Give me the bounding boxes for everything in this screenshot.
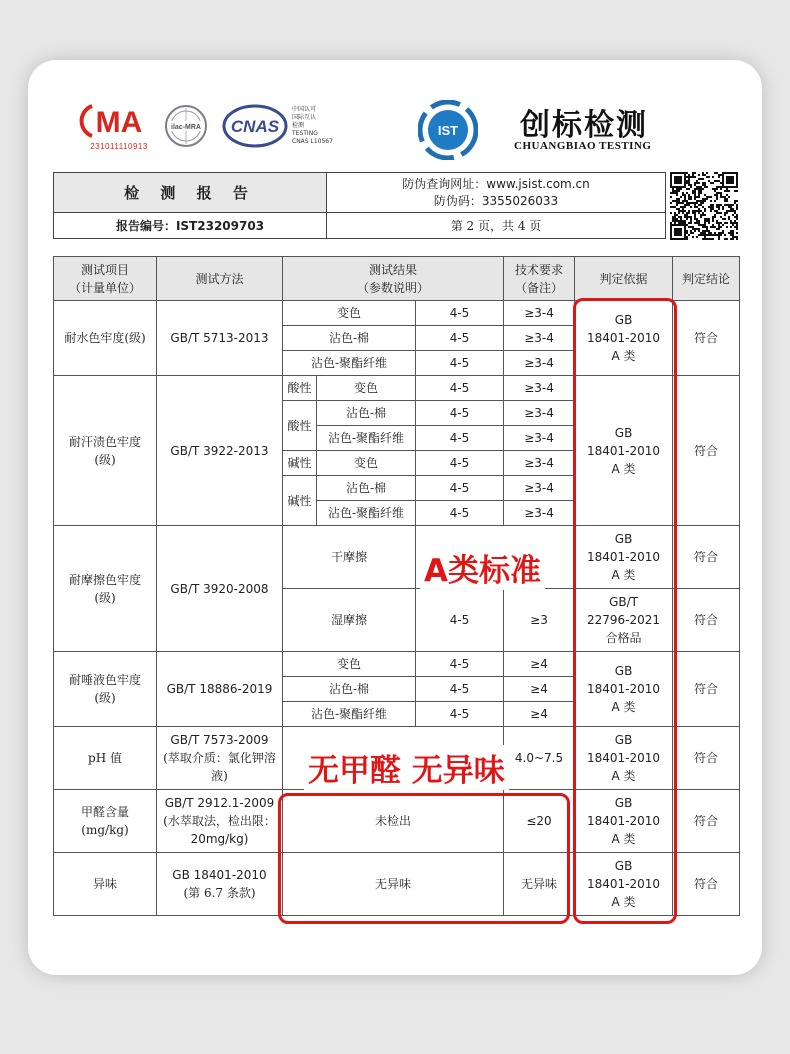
cnas-logo (222, 104, 288, 148)
table-row: 沾色-聚酯纤维 4-5 ≥3-4 (54, 351, 740, 376)
method-odor: GB 18401-2010 (第 6.7 条款) (157, 853, 283, 916)
anti-fake-info (327, 173, 665, 213)
basis-ph: GB 18401-2010 A 类 (575, 727, 673, 790)
col-result: 测试结果 （参数说明） (283, 257, 504, 301)
website-label: 防伪查询网址：www.jsist.com.cn (402, 176, 590, 191)
brand-name-en: CHUANGBIAO TESTING (514, 140, 652, 152)
item-ph: pH 值 (54, 727, 157, 790)
ist-text: IST (437, 123, 459, 138)
item-sweat: 耐汗渍色牢度 (级) (54, 376, 157, 526)
table-row: 碱性 变色 4-5 ≥3-4 (54, 451, 740, 476)
item-odor: 异味 (54, 853, 157, 916)
table-row: 耐汗渍色牢度 (级) GB/T 3922-2013 酸性 变色 4-5 ≥3-4 GB 18401-2010 A 类 符合 (54, 376, 740, 401)
ist-logo (418, 100, 478, 160)
table-row: 酸性 沾色-棉 4-5 ≥3-4 (54, 401, 740, 426)
cnas-text: CNAS (230, 117, 280, 136)
cma-logo (78, 102, 160, 151)
formaldehyde-highlight-box (278, 793, 570, 924)
col-conclusion: 判定结论 (673, 257, 740, 301)
item-formaldehyde: 甲醛含量 (mg/kg) (54, 790, 157, 853)
table-row: 耐水色牢度(级) GB/T 5713-2013 变色 4-5 ≥3-4 GB 18401-2010 A 类 符合 (54, 301, 740, 326)
table-row: 异味 GB 18401-2010 (第 6.7 条款) 无异味 无异味 GB 18401-2010 A 类 符合 (54, 853, 740, 916)
code-label: 防伪码：3355026033 (433, 193, 559, 208)
method-saliva: GB/T 18886-2019 (157, 652, 283, 727)
basis-highlight-box (573, 298, 677, 924)
basis-saliva: GB 18401-2010 A 类 (575, 652, 673, 727)
col-item: 测试项目 （计量单位） (54, 257, 157, 301)
method-water: GB/T 5713-2013 (157, 301, 283, 376)
table-row: 碱性 沾色-棉 4-5 ≥3-4 (54, 476, 740, 501)
ma-letters: MA (95, 106, 143, 139)
method-formaldehyde: GB/T 2912.1-2009 (水萃取法，检出限： 20mg/kg) (157, 790, 283, 853)
table-row: 沾色-聚酯纤维 4-5 ≥4 (54, 702, 740, 727)
basis-formaldehyde: GB 18401-2010 A 类 (575, 790, 673, 853)
table-row: 耐摩擦色牢度 (级) GB/T 3920-2008 干摩擦 GB 18401-2010 A 类 符合 (54, 526, 740, 589)
col-basis: 判定依据 (575, 257, 673, 301)
method-sweat: GB/T 3922-2013 (157, 376, 283, 526)
basis-rub-wet: GB/T 22796-2021 合格品 (575, 589, 673, 652)
report-title: 检 测 报 告 (54, 173, 327, 213)
report-header-table (53, 172, 666, 239)
cnas-caption: 中国认可 国际互认 检测 TESTING CNAS L10567 (292, 106, 333, 145)
method-ph: GB/T 7573-2009 (萃取介质：氯化钾溶 液) (157, 727, 283, 790)
col-method: 测试方法 (157, 257, 283, 301)
class-a-label: A类标准 (420, 545, 545, 590)
method-rub: GB/T 3920-2008 (157, 526, 283, 652)
basis-odor: GB 18401-2010 A 类 (575, 853, 673, 916)
table-row: 沾色-聚酯纤维 4-5 ≥3-4 (54, 426, 740, 451)
brand-name-cn: 创标检测 (520, 108, 648, 143)
report-number: 报告编号：IST23209703 (54, 213, 327, 238)
table-row: 沾色-棉 4-5 ≥4 (54, 677, 740, 702)
table-row: 沾色-聚酯纤维 4-5 ≥3-4 (54, 501, 740, 526)
ilac-text: ilac-MRA (171, 124, 201, 131)
header-row (54, 257, 740, 301)
page-info: 第 2 页，共 4 页 (450, 219, 542, 233)
ma-number: 231011110913 (90, 142, 148, 151)
no-formaldehyde-label: 无甲醛 无异味 (304, 745, 509, 790)
basis-sweat: GB 18401-2010 A 类 (575, 376, 673, 526)
basis-water: GB 18401-2010 A 类 (575, 301, 673, 376)
table-row: 耐唾液色牢度 (级) GB/T 18886-2019 变色 4-5 ≥4 GB 18401-2010 A 类 符合 (54, 652, 740, 677)
qr-code (670, 172, 738, 240)
item-saliva: 耐唾液色牢度 (级) (54, 652, 157, 727)
item-water: 耐水色牢度(级) (54, 301, 157, 376)
table-row: pH 值 GB/T 7573-2009 (萃取介质：氯化钾溶 液) 4.0~7.5 GB 18401-2010 A 类 符合 (54, 727, 740, 790)
ilac-mra-logo (164, 104, 208, 148)
item-rub: 耐摩擦色牢度 (级) (54, 526, 157, 652)
col-req: 技术要求 （备注） (504, 257, 575, 301)
basis-rub-dry: GB 18401-2010 A 类 (575, 526, 673, 589)
table-row: 甲醛含量 (mg/kg) GB/T 2912.1-2009 (水萃取法，检出限： 20mg/kg) 未检出 ≤20 GB 18401-2010 A 类 符合 (54, 790, 740, 853)
logo-bar (78, 100, 718, 160)
table-row: 湿摩擦 4-5 ≥3 GB/T 22796-2021 合格品 符合 (54, 589, 740, 652)
table-row: 沾色-棉 4-5 ≥3-4 (54, 326, 740, 351)
